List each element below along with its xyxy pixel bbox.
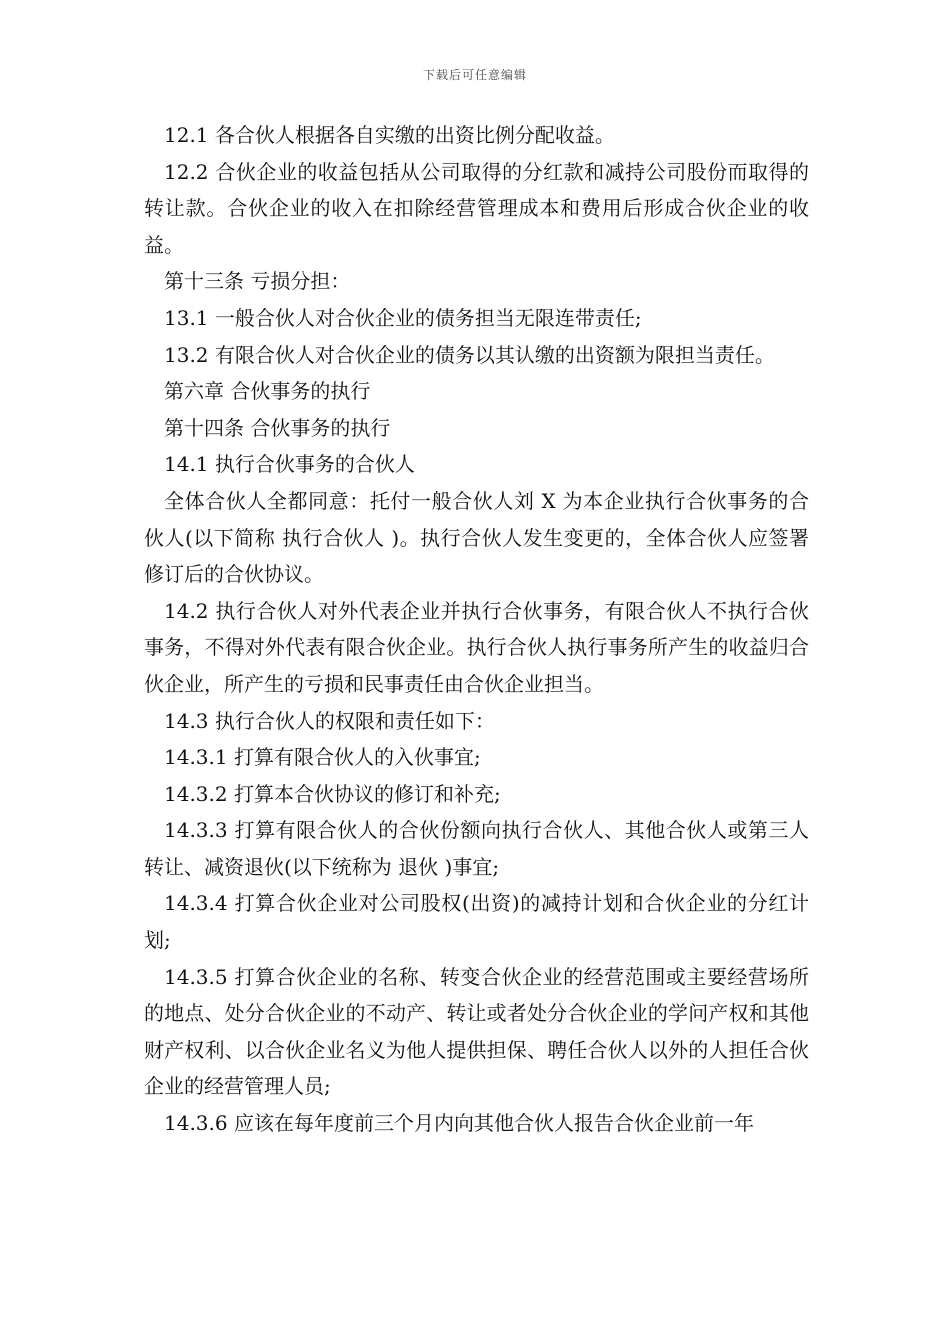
page-header: 下载后可任意编辑 [422, 68, 527, 82]
document-body [144, 117, 809, 1142]
article-13-heading: 第十三条 亏损分担： [164, 269, 351, 294]
paragraph-14-3-1: 14.3.1 打算有限合伙人的入伙事宜; [164, 745, 481, 770]
paragraph-12-1: 12.1 各合伙人根据各自实缴的出资比例分配收益。 [164, 123, 615, 147]
paragraph-12-2: 12.2 合伙企业的收益包括从公司取得的分红款和减持公司股份而取得的转让款。合伙企业的收入在扣除经营管理成本和费用后形成合伙企业的收益。 [144, 159, 809, 257]
chapter-6-heading: 第六章 合伙事务的执行 [164, 379, 371, 404]
paragraph-14-3: 14.3 执行合伙人的权限和责任如下： [164, 708, 495, 733]
article-14-heading: 第十四条 合伙事务的执行 [164, 415, 391, 440]
paragraph-14-3-4: 14.3.4 打算合伙企业对公司股权(出资)的减持计划和合伙企业的分红计划; [144, 891, 809, 953]
paragraph-14-3-6: 14.3.6 应该在每年度前三个月内向其他合伙人报告合伙企业前一年 [164, 1111, 754, 1136]
paragraph-14-3-3: 14.3.3 打算有限合伙人的合伙份额向执行合伙人、其他合伙人或第三人转让、减资退伙(以下统称为 退伙 )事宜; [144, 818, 809, 879]
paragraph-14-3-2: 14.3.2 打算本合伙协议的修订和补充; [164, 781, 501, 806]
paragraph-14-1-body: 全体合伙人全都同意：托付一般合伙人刘 X 为本企业执行合伙事务的合伙人(以下简称 执行合伙人 )。执行合伙人发生变更的，全体合伙人应签署修订后的合伙协议。 [144, 488, 809, 587]
paragraph-14-3-5: 14.3.5 打算合伙企业的名称、转变合伙企业的经营范围或主要经营场所的地点、处分合伙企业的不动产、转让或者处分合伙企业的学问产权和其他财产权利、以合伙企业名义为他人提供担保、聘任合伙人以外的人担任合伙企业的经营管理人员; [144, 964, 809, 1099]
paragraph-13-2: 13.2 有限合伙人对合伙企业的债务以其认缴的出资额为限担当责任。 [164, 342, 775, 367]
paragraph-14-1: 14.1 执行合伙事务的合伙人 [164, 452, 415, 477]
paragraph-13-1: 13.1 一般合伙人对合伙企业的债务担当无限连带责任; [164, 305, 642, 330]
paragraph-14-2: 14.2 执行合伙人对外代表企业并执行合伙事务，有限合伙人不执行合伙事务，不得对外代表有限合伙企业。执行合伙人执行事务所产生的收益归合伙企业，所产生的亏损和民事责任由合伙企业担当。 [144, 598, 809, 696]
